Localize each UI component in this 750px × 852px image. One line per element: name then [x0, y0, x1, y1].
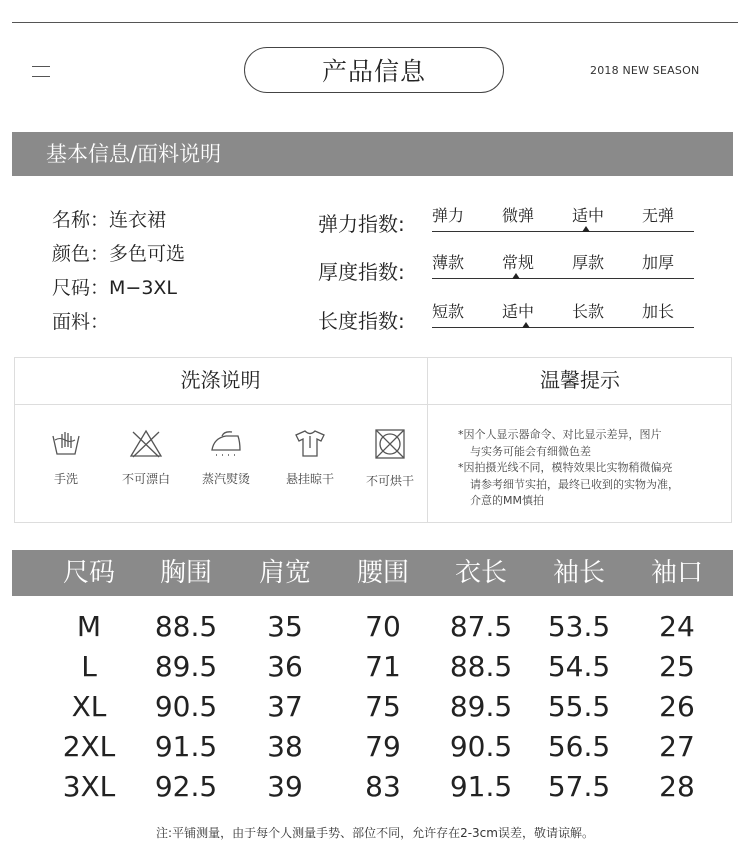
menu-icon [32, 66, 50, 80]
table-row [12, 770, 733, 804]
table-cell: 88.5 [449, 650, 513, 683]
table-cell: 55.5 [547, 690, 611, 723]
table-row [12, 650, 733, 684]
column-header: 腰围 [356, 558, 409, 588]
elasticity-label: 弹力指数: [318, 212, 405, 236]
product-size: 尺码：M−3XL [52, 277, 178, 299]
length-label: 长度指数: [318, 309, 405, 333]
table-cell: 24 [659, 610, 695, 643]
care-item-hang-dry [275, 428, 345, 487]
table-cell: 28 [659, 770, 695, 803]
product-fabric: 面料： [52, 311, 110, 333]
column-header: 衣长 [454, 558, 507, 588]
care-label: 不可漂白 [121, 472, 170, 486]
elasticity-option: 微弹 [502, 206, 535, 225]
care-label: 蒸汽熨烫 [201, 472, 250, 486]
table-cell: M [76, 610, 102, 643]
length-scale [432, 297, 694, 328]
table-cell: L [81, 650, 97, 683]
care-divider [14, 404, 732, 405]
table-cell: 91.5 [154, 730, 218, 763]
size-table-header [12, 550, 733, 596]
table-row [12, 690, 733, 724]
table-cell: 53.5 [547, 610, 611, 643]
steam-iron-icon [208, 428, 244, 458]
table-cell: 89.5 [154, 650, 218, 683]
tips-text [458, 427, 720, 510]
table-cell: 79 [365, 730, 401, 763]
care-item-no-tumble-dry [355, 428, 425, 489]
table-cell: 56.5 [547, 730, 611, 763]
tips-title: 温馨提示 [540, 368, 620, 392]
column-header: 肩宽 [258, 558, 311, 588]
table-cell: 70 [365, 610, 401, 643]
table-cell: 37 [267, 690, 303, 723]
table-cell: 75 [365, 690, 401, 723]
hang-dry-icon [294, 428, 326, 458]
table-cell: 57.5 [547, 770, 611, 803]
table-cell: 83 [365, 770, 401, 803]
tip-line: 请参考细节实拍，最终已收到的实物为准， [470, 477, 679, 491]
table-cell: 71 [365, 650, 401, 683]
page-title: 产品信息 [244, 47, 504, 93]
column-header: 尺码 [62, 558, 115, 588]
table-cell: 92.5 [154, 770, 218, 803]
table-cell: 87.5 [449, 610, 513, 643]
tip-line: *因个人显示器命令、对比显示差异，图片 [458, 428, 662, 441]
column-header: 袖口 [650, 558, 703, 588]
thickness-scale [432, 248, 694, 279]
table-cell: 27 [659, 730, 695, 763]
elasticity-option: 适中 [572, 206, 605, 225]
table-cell: 36 [267, 650, 303, 683]
table-cell: 3XL [62, 770, 116, 803]
thickness-option: 厚款 [572, 253, 605, 272]
care-title: 洗涤说明 [180, 368, 261, 392]
table-cell: 90.5 [449, 730, 513, 763]
care-item-no-bleach [111, 428, 181, 487]
care-label: 悬挂晾干 [285, 472, 334, 486]
thickness-marker [512, 273, 520, 279]
product-name: 名称：连衣裙 [52, 209, 167, 231]
basic-info-bar: 基本信息/面料说明 [12, 132, 733, 176]
length-marker [522, 322, 530, 328]
elasticity-option: 弹力 [432, 206, 465, 225]
care-label: 不可烘干 [365, 474, 414, 488]
season-label: 2018 NEW SEASON [590, 64, 700, 77]
measurement-note: 注:平铺测量，由于每个人测量手势、部位不同，允许存在2-3cm误差，敬请谅解。 [156, 826, 594, 840]
top-divider [12, 22, 738, 23]
table-cell: 89.5 [449, 690, 513, 723]
table-cell: 26 [659, 690, 695, 723]
table-cell: 91.5 [449, 770, 513, 803]
table-cell: XL [71, 690, 107, 723]
table-cell: 35 [267, 610, 303, 643]
table-cell: 39 [267, 770, 303, 803]
no-tumble-dry-icon [374, 428, 406, 460]
tip-line: 与实务可能会有细微色差 [470, 444, 591, 458]
thickness-label: 厚度指数: [318, 260, 405, 284]
length-option: 适中 [502, 302, 535, 321]
care-label: 手洗 [53, 472, 78, 486]
column-header: 袖长 [552, 558, 605, 588]
thickness-option: 薄款 [432, 253, 465, 272]
elasticity-option: 无弹 [642, 206, 675, 225]
thickness-option: 常规 [502, 253, 535, 272]
length-option: 加长 [642, 302, 675, 321]
column-header: 胸围 [159, 558, 212, 588]
table-cell: 2XL [62, 730, 116, 763]
care-item-hand-wash [31, 428, 101, 487]
table-cell: 90.5 [154, 690, 218, 723]
length-option: 短款 [432, 302, 465, 321]
table-cell: 54.5 [547, 650, 611, 683]
no-bleach-icon [129, 428, 163, 458]
tip-line: *因拍摄光线不同，模特效果比实物稍微偏亮 [458, 461, 673, 474]
length-option: 长款 [572, 302, 605, 321]
hand-wash-icon [50, 428, 82, 458]
thickness-option: 加厚 [642, 253, 675, 272]
tip-line: 介意的MM慎拍 [470, 494, 544, 507]
table-row [12, 730, 733, 764]
table-row [12, 610, 733, 644]
care-item-steam-iron [191, 428, 261, 487]
table-cell: 25 [659, 650, 695, 683]
elasticity-scale [432, 201, 694, 232]
table-cell: 88.5 [154, 610, 218, 643]
table-cell: 38 [267, 730, 303, 763]
product-color: 颜色：多色可选 [52, 243, 186, 265]
elasticity-marker [582, 226, 590, 232]
